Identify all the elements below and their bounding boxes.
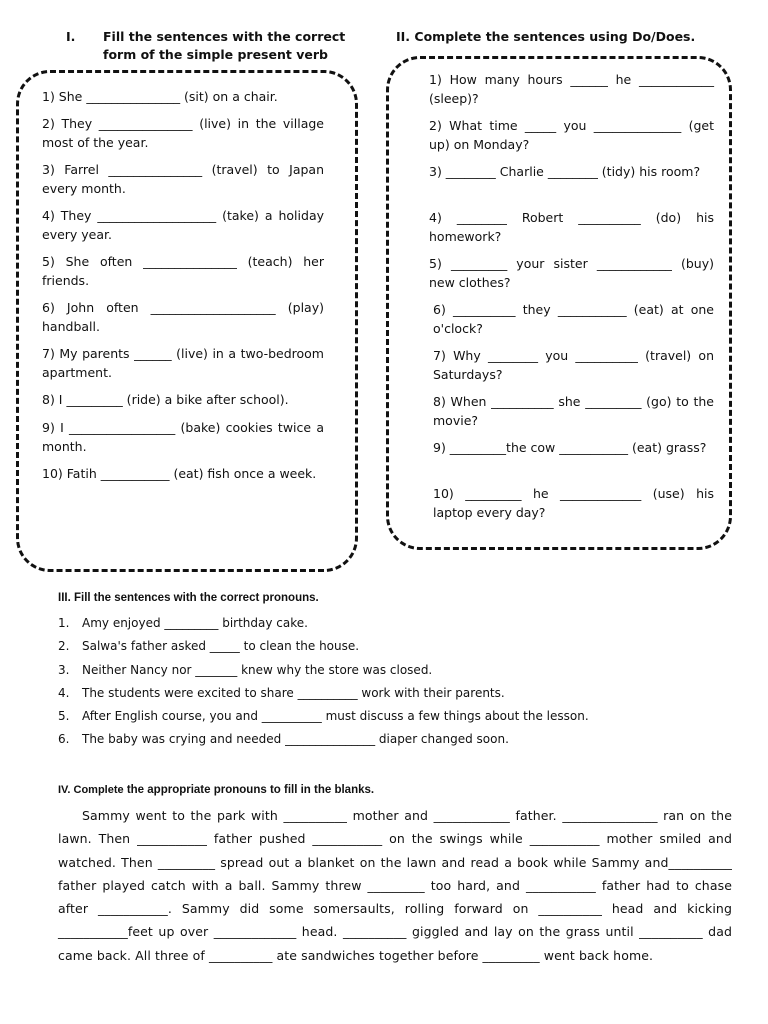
section-1-item-9: 9) I _________________ (bake) cookies twice a month.	[42, 420, 324, 454]
item-number: 1.	[58, 616, 70, 630]
section-1-heading-line-1: Fill the sentences with the correct	[103, 29, 346, 44]
section-1-item-8: 8) I _________ (ride) a bike after school).	[42, 392, 289, 407]
item-number: 4.	[58, 685, 70, 700]
section-2-heading: II. Complete the sentences using Do/Does.	[396, 29, 696, 44]
section-2-item-5: 5) _________ your sister ____________ (buy) new clothes?	[429, 256, 714, 290]
section-3-item	[58, 612, 698, 635]
section-1-item-5: 5) She often _______________ (teach) her friends.	[42, 254, 324, 288]
section-2-item-9: 9) _________the cow ___________ (eat) grass?	[433, 440, 707, 455]
section-4-heading-rest: the appropriate pronouns to fill in the blanks.	[126, 784, 375, 796]
item-number: 6.	[58, 732, 70, 747]
section-3-item	[58, 635, 698, 658]
item-number: 2.	[58, 639, 70, 654]
item-number: 3.	[58, 662, 70, 677]
section-1-item-2: 2) They _______________ (live) in the village most of the year.	[42, 116, 324, 150]
section-1-item-1: 1) She _______________ (sit) on a chair.	[42, 89, 278, 104]
section-2-item-10: 10) _________ he _____________ (use) his laptop every day?	[433, 486, 714, 520]
item-text: The baby was crying and needed _______________ diaper changed soon.	[82, 732, 509, 747]
item-text: After English course, you and __________ must discuss a few things about the lesson.	[82, 709, 589, 724]
item-text: The students were excited to share __________ work with their parents.	[82, 685, 505, 700]
section-2-item-2: 2) What time _____ you ______________ (get up) on Monday?	[429, 118, 714, 152]
section-3-item	[58, 682, 698, 705]
section-2-item-6: 6) __________ they ___________ (eat) at one o'clock?	[433, 302, 714, 336]
item-text: Neither Nancy nor _______ knew why the store was closed.	[82, 662, 433, 677]
section-1-item-7: 7) My parents ______ (live) in a two-bedroom apartment.	[42, 346, 324, 380]
section-3-heading: III. Fill the sentences with the correct pronouns.	[58, 592, 319, 604]
section-1-numeral: I.	[66, 29, 76, 44]
section-3-item	[58, 705, 698, 728]
section-4-paragraph: Sammy went to the park with __________ mother and ____________ father. _______________ ran on the lawn. Then ___________ father pushed ___________ on the swings while ___________ mother smiled and watched. Then _________ spread out a blanket on the lawn and read a book while Sammy and__________ father played catch with a ball. Sammy threw _________ too hard, and ___________ father had to chase after ___________. Sammy did some somersaults, rolling forward on __________ head and kicking ___________feet up over _____________ head. __________ giggled and lay on the grass until __________ dad came back. All three of __________ ate sandwiches together before _________ went back home.	[58, 808, 732, 963]
section-3-item	[58, 659, 698, 682]
section-1-heading-line-2: form of the simple present verb	[103, 47, 328, 62]
item-text: Salwa's father asked _____ to clean the house.	[82, 639, 360, 654]
section-2-item-7: 7) Why ________ you __________ (travel) on Saturdays?	[433, 348, 714, 382]
section-4-heading-prefix: IV. Complete	[58, 784, 124, 796]
section-4-heading	[58, 781, 374, 799]
section-3-list	[58, 612, 698, 752]
section-1-item-6: 6) John often ____________________ (play) handball.	[42, 300, 324, 334]
item-number: 5.	[58, 709, 70, 724]
item-text: Amy enjoyed _________ birthday cake.	[82, 616, 308, 630]
section-3-item	[58, 728, 698, 751]
section-1-item-4: 4) They ___________________ (take) a holiday every year.	[42, 208, 324, 242]
section-2-item-8: 8) When __________ she _________ (go) to the movie?	[433, 394, 714, 428]
section-2-item-1: 1) How many hours ______ he ____________ (sleep)?	[429, 72, 714, 106]
section-2-item-4: 4) ________ Robert __________ (do) his homework?	[429, 210, 714, 244]
section-1-item-10: 10) Fatih ___________ (eat) fish once a week.	[42, 466, 317, 481]
section-2-item-3: 3) ________ Charlie ________ (tidy) his room?	[429, 164, 701, 179]
section-1-item-3: 3) Farrel _______________ (travel) to Japan every month.	[42, 162, 324, 196]
section-1-heading	[66, 28, 366, 64]
